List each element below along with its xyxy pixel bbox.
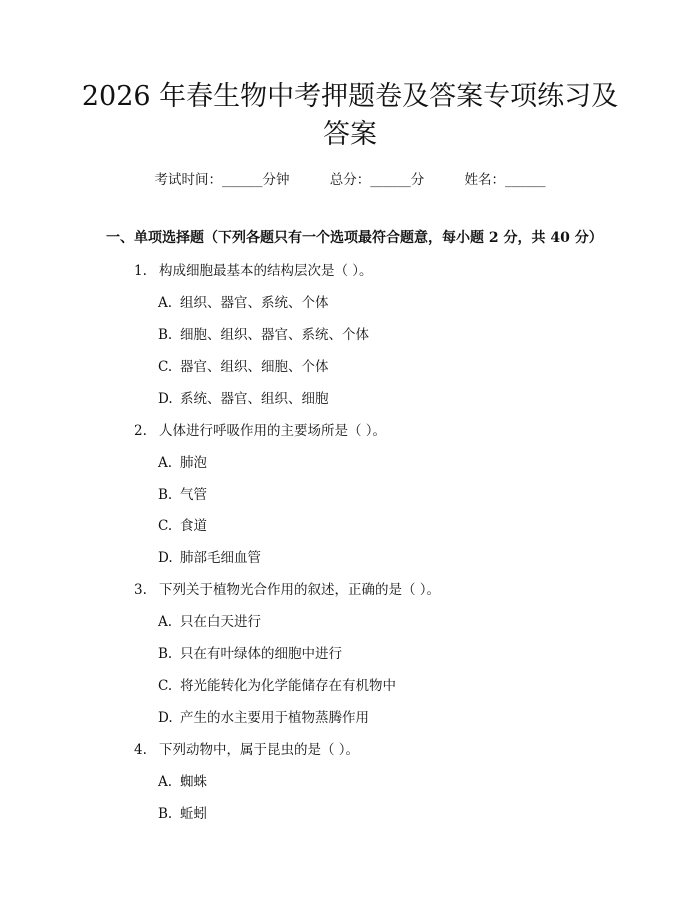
question-number: 3.: [134, 582, 147, 598]
option-text: 系统、器官、组织、细胞: [180, 391, 329, 407]
option-text: 肺部毛细血管: [180, 550, 261, 566]
title-line-2: 答案: [323, 119, 377, 150]
option-text: 产生的水主要用于植物蒸腾作用: [180, 710, 369, 726]
question-2-option-c: [158, 516, 207, 536]
question-2-option-a: [158, 453, 207, 473]
option-letter: A.: [158, 774, 173, 790]
question-number: 1.: [134, 263, 147, 279]
option-text: 组织、器官、系统、个体: [180, 295, 329, 311]
option-text: 细胞、组织、器官、系统、个体: [180, 327, 369, 343]
option-letter: B.: [158, 646, 173, 662]
question-4: [134, 740, 359, 760]
option-letter: D.: [158, 550, 173, 566]
question-3: [134, 580, 440, 600]
question-text: 下列动物中，属于昆虫的是（ ）。: [159, 742, 360, 758]
question-4-option-a: [158, 772, 207, 792]
question-2-option-d: [158, 548, 261, 568]
question-number: 2.: [134, 423, 147, 439]
exam-meta: [0, 170, 700, 190]
option-text: 蚯蚓: [180, 806, 207, 822]
option-text: 蜘蛛: [180, 774, 207, 790]
option-text: 器官、组织、细胞、个体: [180, 359, 329, 375]
option-letter: B.: [158, 487, 173, 503]
option-letter: C.: [158, 678, 173, 694]
option-letter: C.: [158, 518, 173, 534]
question-1: [134, 261, 373, 281]
option-text: 只在白天进行: [180, 614, 261, 630]
option-letter: A.: [158, 295, 173, 311]
option-letter: D.: [158, 391, 173, 407]
option-text: 将光能转化为化学能储存在有机物中: [180, 678, 396, 694]
title-line-1: 2026 年春生物中考押题卷及答案专项练习及: [81, 81, 619, 112]
option-text: 食道: [180, 518, 207, 534]
question-1-option-a: [158, 293, 329, 313]
question-1-option-b: [158, 325, 369, 345]
question-3-option-a: [158, 612, 261, 632]
section-heading: 一、单项选择题（下列各题只有一个选项最符合题意，每小题 2 分，共 40 分）: [106, 230, 603, 246]
question-1-option-d: [158, 389, 329, 409]
question-3-option-b: [158, 644, 342, 664]
option-letter: C.: [158, 359, 173, 375]
option-text: 气管: [180, 487, 207, 503]
question-3-option-c: [158, 676, 396, 696]
option-text: 肺泡: [180, 455, 207, 471]
question-text: 人体进行呼吸作用的主要场所是（ ）。: [159, 423, 387, 439]
question-2: [134, 421, 386, 441]
option-letter: A.: [158, 455, 173, 471]
question-1-option-c: [158, 357, 329, 377]
document-title: [80, 78, 620, 154]
exam-time: 考试时间：______分钟: [154, 172, 290, 188]
exam-total-score: 总分：______分: [329, 172, 425, 188]
exam-name: 姓名：______: [464, 172, 546, 188]
question-2-option-b: [158, 485, 207, 505]
option-letter: D.: [158, 710, 173, 726]
option-letter: B.: [158, 327, 173, 343]
question-number: 4.: [134, 742, 147, 758]
question-text: 构成细胞最基本的结构层次是（ ）。: [159, 263, 373, 279]
question-3-option-d: [158, 708, 369, 728]
option-letter: A.: [158, 614, 173, 630]
option-text: 只在有叶绿体的细胞中进行: [180, 646, 342, 662]
question-4-option-b: [158, 804, 207, 824]
question-text: 下列关于植物光合作用的叙述，正确的是（ ）。: [159, 582, 441, 598]
option-letter: B.: [158, 806, 173, 822]
